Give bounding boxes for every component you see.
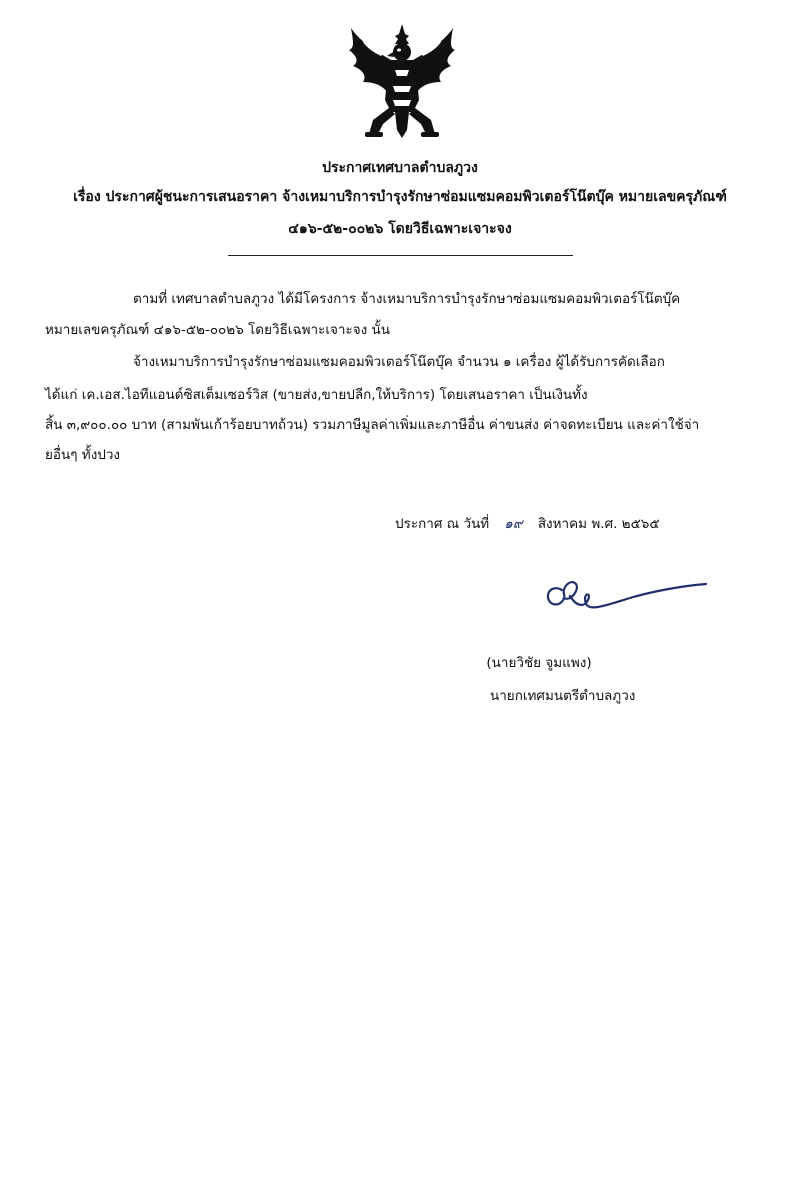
date-month-year: สิงหาคม พ.ศ. ๒๕๖๕ bbox=[537, 516, 660, 532]
garuda-emblem bbox=[343, 20, 461, 142]
paragraph-1-line-1: ตามที่ เทศบาลตำบลภูวง ได้มีโครงการ จ้างเหมาบริการบำรุงรักษาซ่อมแซมคอมพิวเตอร์โน๊ตบุ๊ค bbox=[133, 291, 681, 307]
announcement-title: ประกาศเทศบาลตำบลภูวง bbox=[322, 160, 478, 176]
announcement-subject: เรื่อง ประกาศผู้ชนะการเสนอราคา จ้างเหมาบริการบำรุงรักษาซ่อมแซมคอมพิวเตอร์โน๊ตบุ๊ค หมายเลขครุภัณฑ์ bbox=[73, 189, 727, 205]
signature bbox=[540, 568, 710, 623]
date-prefix: ประกาศ ณ วันที่ bbox=[395, 516, 490, 532]
paragraph-1-line-2: หมายเลขครุภัณฑ์ ๔๑๖-๕๒-๐๐๒๖ โดยวิธีเฉพาะเจาะจง นั้น bbox=[45, 322, 390, 338]
paragraph-2-line-3: สิ้น ๓,๙๐๐.๐๐ บาท (สามพันเก้าร้อยบาทถ้วน) รวมภาษีมูลค่าเพิ่มและภาษีอื่น ค่าขนส่ง ค่าจดทะเบียน และค่าใช้จ่า bbox=[45, 417, 700, 433]
signer-name bbox=[0, 651, 800, 673]
signer-name-text: (นายวิชัย จูมแพง) bbox=[486, 655, 592, 671]
header-divider bbox=[228, 255, 573, 256]
announcement-subject-cont: ๔๑๖-๕๒-๐๐๒๖ โดยวิธีเฉพาะเจาะจง bbox=[288, 221, 512, 237]
date-day-handwritten: ๑๙ bbox=[504, 516, 523, 532]
paragraph-2-line-1: จ้างเหมาบริการบำรุงรักษาซ่อมแซมคอมพิวเตอร์โน๊ตบุ๊ค จำนวน ๑ เครื่อง ผู้ได้รับการคัดเลือก bbox=[133, 354, 665, 370]
announcement-date bbox=[395, 512, 660, 534]
signer-position: นายกเทศมนตรีตำบลภูวง bbox=[490, 688, 636, 704]
paragraph-2-line-2: ได้แก่ เค.เอส.ไอทีแอนด์ซิสเต็มเซอร์วิส (ขายส่ง,ขายปลีก,ให้บริการ) โดยเสนอราคา เป็นเงินทั้ง bbox=[45, 387, 588, 403]
paragraph-2-line-4: ยอื่นๆ ทั้งปวง bbox=[45, 447, 121, 463]
